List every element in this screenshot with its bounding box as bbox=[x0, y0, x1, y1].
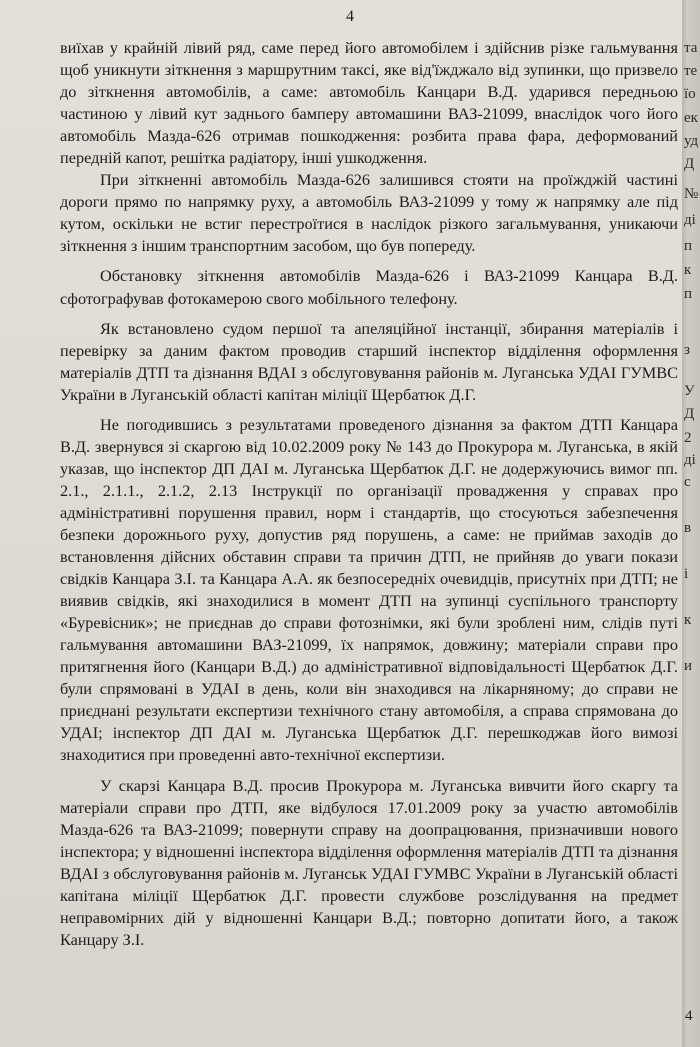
edge-fragment: ек bbox=[684, 110, 698, 126]
edge-fragment: з bbox=[684, 342, 690, 358]
next-page-edge bbox=[682, 0, 700, 1047]
paragraph-2: При зіткненні автомобіль Мазда-626 залишився стояти на проїжджій частині дороги прямо по напрямку руху, а автомобіль ВАЗ-21099 у тому ж напрямку але під кутом, оскільки не встиг перестроїтися в наслідок різкого загальмування, уникаючи зіткнення з іншим транспортним засобом, що був попереду. bbox=[60, 170, 678, 256]
corner-page-number: 4 bbox=[685, 1008, 693, 1024]
page-number: 4 bbox=[346, 8, 354, 25]
edge-fragment: і bbox=[684, 566, 689, 582]
paragraph-1: виїхав у крайній лівий ряд, саме перед його автомобілем і здійснив різке гальмування щоб уникнути зіткнення з маршрутним таксі, яке від'їжджало від зупинки, що призвело до зіткнення автомобілів, а саме: автомобіль Канцари В.Д. ударився передньою частиною у лівий кут заднього бамперу автомашини ВАЗ-21099, внаслідок чого його автомобіль Мазда-626 отримав пошкодження: розбита права фара, деформований передній капот, решітка радіатору, інші ушкодження. bbox=[60, 38, 678, 168]
edge-fragment: уд bbox=[684, 133, 699, 149]
edge-fragment: п bbox=[684, 286, 693, 302]
edge-fragment: п bbox=[684, 238, 693, 254]
edge-fragment: № bbox=[684, 186, 699, 202]
edge-fragment: в bbox=[684, 520, 692, 536]
paragraph-4: Як встановлено судом першої та апеляційної інстанції, збирання матеріалів і перевірку за даним фактом проводив старший інспектор відділення оформлення матеріалів ДТП та дізнання ВДАІ з обслуговування районів м. Луганська УДАІ ГУМВС України в Луганській області капітан міліції Щербатюк Д.Г. bbox=[60, 318, 678, 404]
paragraph-5: Не погодившись з результатами проведеного дізнання за фактом ДТП Канцара В.Д. звернувся зі скаргою від 10.02.2009 року № 143 до Прокурора м. Луганська, в якій указав, що інспектор ДП ДАІ м. Луганська Щербатюк Д.Г. не додержуючись вимог пп. 2.1., 2.1.1., 2.1.2, 2.13 Інструкції по організації провадження у справах про адміністративні порушення правил, норм і стандартів, що стосуються забезпечення безпеки дорожнього руху, допустив ряд порушень, а саме: не приймав заходів до встановлення дійсних обставин справи та причин ДТП, не прийняв до уваги покази свідків Канцара З.І. та Канцара А.А. як безпосередніх очевидців, присутніх при ДТП; не виявив свідків, які знаходилися в момент ДТП на зупинці суспільного транспорту «Буревісник»; не приєднав до справи фотознімки, які були зроблені ним, слідів путі гальмування автомашини ВАЗ-21099, їх напрямок, довжину; матеріали справи про притягнення його (Канцари В.Д.) до адміністративної відповідальності Щербатюк Д.Г. були спрямовані в УДАІ в день, коли він знаходився на лікарняному; до справи не приєднані результати експертизи технічного стану автомобіля, а справа спрямована до УДАІ; інспектор ДП ДАІ м. Луганська Щербатюк Д.Г. перешкоджав його вимозі знаходитися при проведенні авто-технічної експертизи. bbox=[60, 414, 678, 765]
document-text bbox=[60, 37, 678, 951]
edge-fragment: та bbox=[684, 40, 698, 56]
edge-fragment: У bbox=[684, 383, 695, 399]
paragraph-6: У скарзі Канцара В.Д. просив Прокурора м. Луганська вивчити його скаргу та матеріали справи про ДТП, яке відбулося 17.01.2009 року за участю автомобілів Мазда-626 та ВАЗ-21099; повернути справу на доопрацювання, призначивши нового інспектора; у відношенні інспектора відділення оформлення матеріалів ДТП та дізнання ВДАІ з обслуговування районів м. Луганськ УДАІ ГУМВС України в Луганській області капітана міліції Щербатюк Д.Г. провести службове розслідування на предмет неправомірних дій у відношенні Канцари В.Д.; повторно допитати його, а також Канцару З.І. bbox=[60, 775, 678, 949]
edge-fragment: 2 bbox=[684, 430, 692, 446]
edge-fragment: с bbox=[684, 474, 691, 490]
edge-fragment: їо bbox=[684, 86, 696, 102]
paragraph-3: Обстановку зіткнення автомобілів Мазда-626 і ВАЗ-21099 Канцара В.Д. сфотографував фотокамерою свого мобільного телефону. bbox=[60, 266, 678, 308]
edge-fragment: и bbox=[684, 658, 693, 674]
edge-fragment: к bbox=[684, 612, 692, 628]
edge-fragment: к bbox=[684, 262, 692, 278]
edge-fragment: Д bbox=[684, 156, 695, 172]
edge-fragment: те bbox=[684, 63, 698, 79]
edge-fragment: ді bbox=[684, 212, 696, 228]
edge-fragment: ді bbox=[684, 452, 696, 468]
edge-fragment: Д bbox=[684, 406, 695, 422]
